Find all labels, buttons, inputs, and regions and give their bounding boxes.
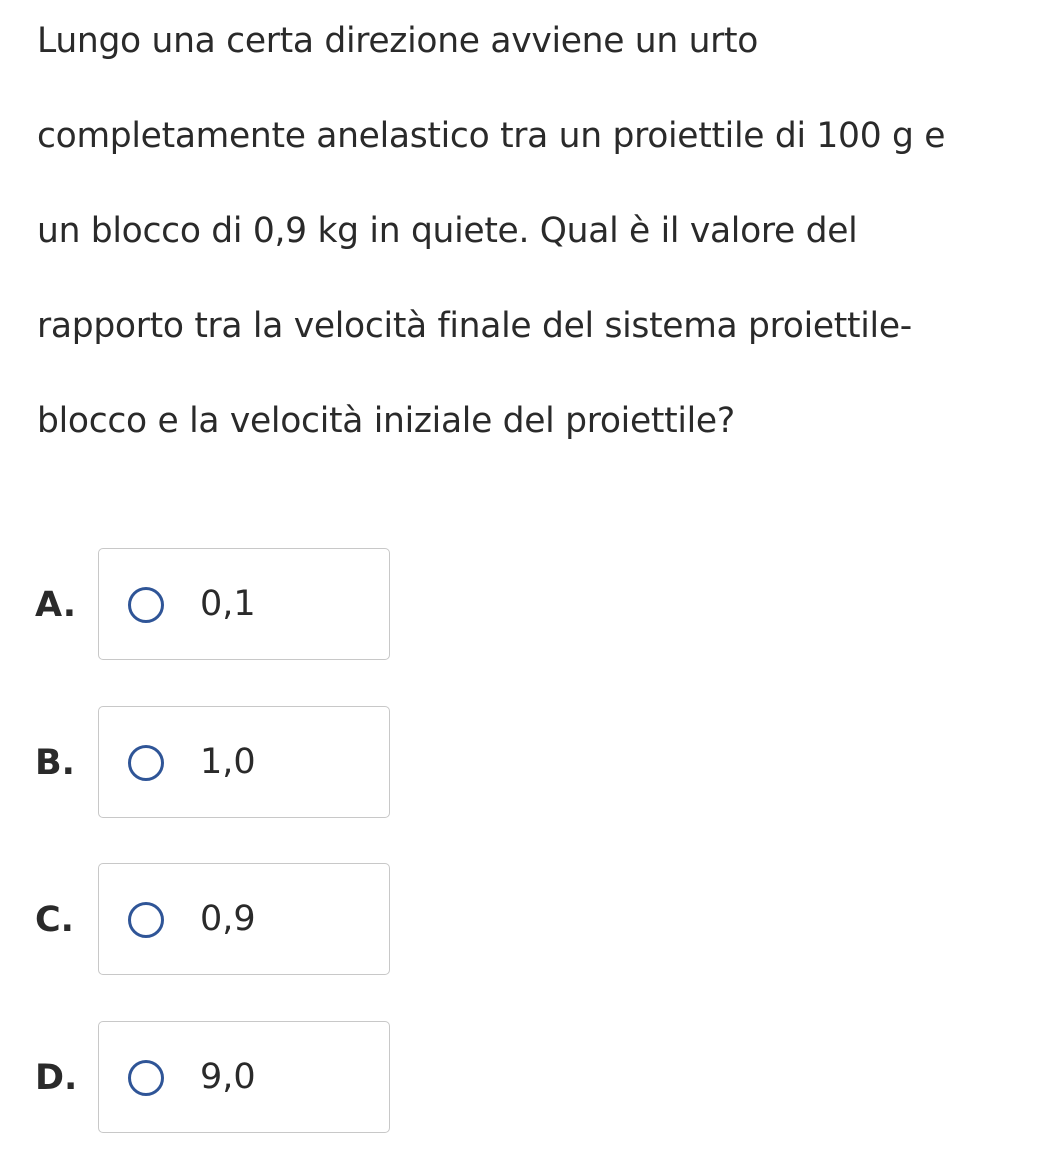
question-line: un blocco di 0,9 kg in quiete. Qual è il valore del [37, 211, 858, 251]
option-a-button[interactable] [98, 548, 390, 660]
option-d [0, 1021, 1063, 1135]
option-value: 9,0 [200, 1057, 256, 1097]
option-letter: D. [35, 1058, 78, 1098]
radio-unchecked-icon[interactable] [128, 902, 164, 938]
option-d-button[interactable] [98, 1021, 390, 1133]
option-value: 0,9 [200, 899, 256, 939]
option-value: 0,1 [200, 584, 256, 624]
option-letter: A. [35, 585, 77, 625]
question-line: blocco e la velocità iniziale del proiettile? [37, 401, 735, 441]
radio-unchecked-icon[interactable] [128, 587, 164, 623]
question-text [37, 10, 1057, 485]
question-line: Lungo una certa direzione avviene un urto [37, 21, 759, 61]
question-line: rapporto tra la velocità finale del sistema proiettile- [37, 306, 912, 346]
option-a [0, 548, 1063, 662]
option-c-button[interactable] [98, 863, 390, 975]
option-letter: B. [35, 743, 75, 783]
question-line: completamente anelastico tra un proiettile di 100 g e [37, 116, 946, 156]
option-b-button[interactable] [98, 706, 390, 818]
option-b [0, 706, 1063, 820]
radio-unchecked-icon[interactable] [128, 745, 164, 781]
option-value: 1,0 [200, 742, 256, 782]
option-c [0, 863, 1063, 977]
radio-unchecked-icon[interactable] [128, 1060, 164, 1096]
option-letter: C. [35, 900, 74, 940]
